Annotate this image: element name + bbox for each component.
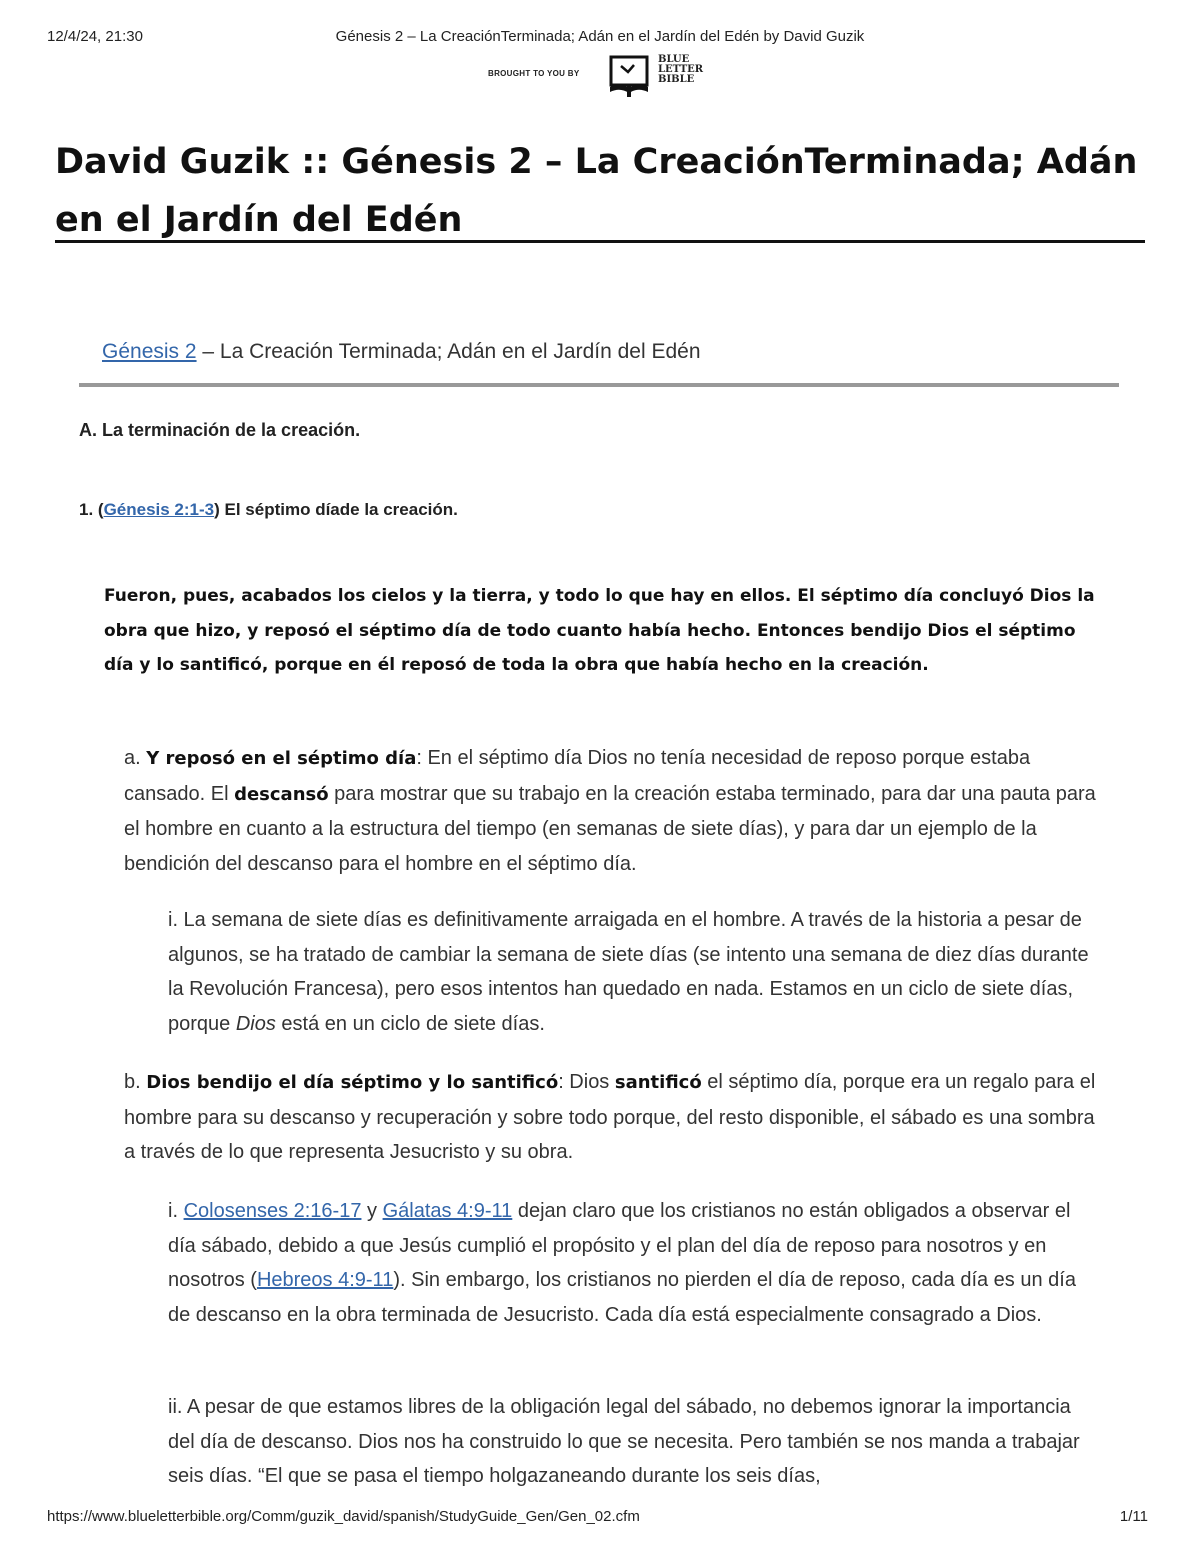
genesis-2-1-3-link[interactable]: Génesis 2:1-3 <box>103 500 215 519</box>
section-a-heading: A. La terminación de la creación. <box>79 420 361 440</box>
paragraph-a-bold-1: Y reposó en el séptimo día <box>146 748 417 769</box>
paragraph-b-i-text-2: dejan claro que los cristianos no están obligados a observar el día sábado, debido a que Jesús cumplió el propósito y el plan del día de reposo para nosotros y en nosotros ( <box>168 1200 1071 1291</box>
brand-name <box>658 55 718 85</box>
brand-name-line-1: BLUE <box>658 54 690 65</box>
paragraph-a-i-italic: Dios <box>235 1012 276 1035</box>
galatas-4-9-11-link[interactable]: Gálatas 4:9-11 <box>382 1200 513 1222</box>
paragraph-b-label: b. <box>124 1071 147 1093</box>
paragraph-b-ii: ii. A pesar de que estamos libres de la obligación legal del sábado, no debemos ignorar la importancia del día de descanso. Dios nos ha construido lo que se necesita. Pero también se nos manda a trabajar seis días. “El que se pasa el tiempo holgazaneando durante los seis días, <box>168 1396 1080 1487</box>
paragraph-b-bold-2: santificó <box>614 1072 702 1093</box>
blue-letter-bible-banner[interactable] <box>488 52 718 102</box>
brand-name-line-3: BIBLE <box>658 74 695 85</box>
paragraph-a-label: a. <box>124 747 147 769</box>
paragraph-a-text-2: para mostrar que su trabajo en la creación estaba terminado, para dar una pauta para el hombre en cuanto a la estructura del tiempo (en semanas de siete días), y para dar un ejemplo de la bendición del descanso para el hombre en el séptimo día. <box>124 782 1096 875</box>
point-1-heading <box>79 500 458 520</box>
paragraph-b-bold-1: Dios bendijo el día séptimo y lo santificó <box>146 1072 559 1093</box>
page-number: 1/11 <box>1119 1508 1148 1525</box>
subtitle-text: – La Creación Terminada; Adán en el Jardín del Edén <box>196 340 701 363</box>
open-book-icon <box>608 54 654 100</box>
paragraph-a-i <box>168 903 1098 1041</box>
paragraph-b-i-label: i. <box>168 1200 184 1222</box>
genesis-2-link[interactable]: Génesis 2 <box>102 340 197 363</box>
colosenses-2-16-17-link[interactable]: Colosenses 2:16-17 <box>183 1200 362 1222</box>
paragraph-b-i-text-3: ). Sin embargo, los cristianos no pierden el día de reposo, cada día es un día de descanso en la obra terminada de Jesucristo. Cada día está especialmente consagrado a Dios. <box>168 1269 1076 1326</box>
page-title: David Guzik :: Génesis 2 – La CreaciónTerminada; Adán en el Jardín del Edén <box>55 142 1138 240</box>
scripture-quote: Fueron, pues, acabados los cielos y la tierra, y todo lo que hay en ellos. El séptimo día concluyó Dios la obra que hizo, y reposó el séptimo día de todo cuanto había hecho. Entonces bendijo Dios el séptimo día y lo santificó, porque en él reposó de toda la obra que había hecho en la creación. <box>104 586 1095 675</box>
print-page-title: Génesis 2 – La CreaciónTerminada; Adán en el Jardín del Edén by David Guzik <box>335 28 865 45</box>
paragraph-b <box>124 1065 1099 1170</box>
paragraph-b-i-text-1: y <box>361 1200 383 1222</box>
paragraph-a-text-1: : En el séptimo día Dios no tenía necesidad de reposo porque estaba cansado. El <box>124 747 1031 805</box>
brand-name-line-2: LETTER <box>658 64 704 75</box>
paragraph-a-i-text-1: i. La semana de siete días es definitivamente arraigada en el hombre. A través de la historia a pesar de algunos, se ha tratado de cambiar la semana de siete días (se intento una semana de diez días durante la Revolución Francesa), pero esos intentos han quedado en nada. Estamos en un ciclo de siete días, porque <box>168 909 1089 1035</box>
brand-tagline: BROUGHT TO YOU BY <box>488 69 580 78</box>
paragraph-b-text-2: el séptimo día, porque era un regalo para el hombre para su descanso y recuperación y sobre todo porque, del resto disponible, el sábado es una sombra a través de lo que representa Jesucristo y su obra. <box>124 1071 1096 1163</box>
point-1-prefix: 1. ( <box>79 500 104 519</box>
paragraph-a-i-text-2: está en un ciclo de siete días. <box>275 1012 545 1035</box>
subtitle-divider <box>79 383 1119 387</box>
title-divider <box>55 240 1145 243</box>
paragraph-a <box>124 741 1099 881</box>
print-datetime: 12/4/24, 21:30 <box>47 28 143 45</box>
paragraph-a-bold-2: descansó <box>234 783 329 805</box>
print-url: https://www.blueletterbible.org/Comm/guzik_david/spanish/StudyGuide_Gen/Gen_02.cfm <box>47 1508 640 1525</box>
point-1-suffix: ) El séptimo díade la creación. <box>214 500 458 519</box>
hebreos-4-9-11-link[interactable]: Hebreos 4:9-11 <box>256 1269 394 1291</box>
paragraph-b-text-1: : Dios <box>558 1071 615 1093</box>
paragraph-b-i <box>168 1194 1103 1332</box>
chapter-subtitle <box>102 340 701 364</box>
